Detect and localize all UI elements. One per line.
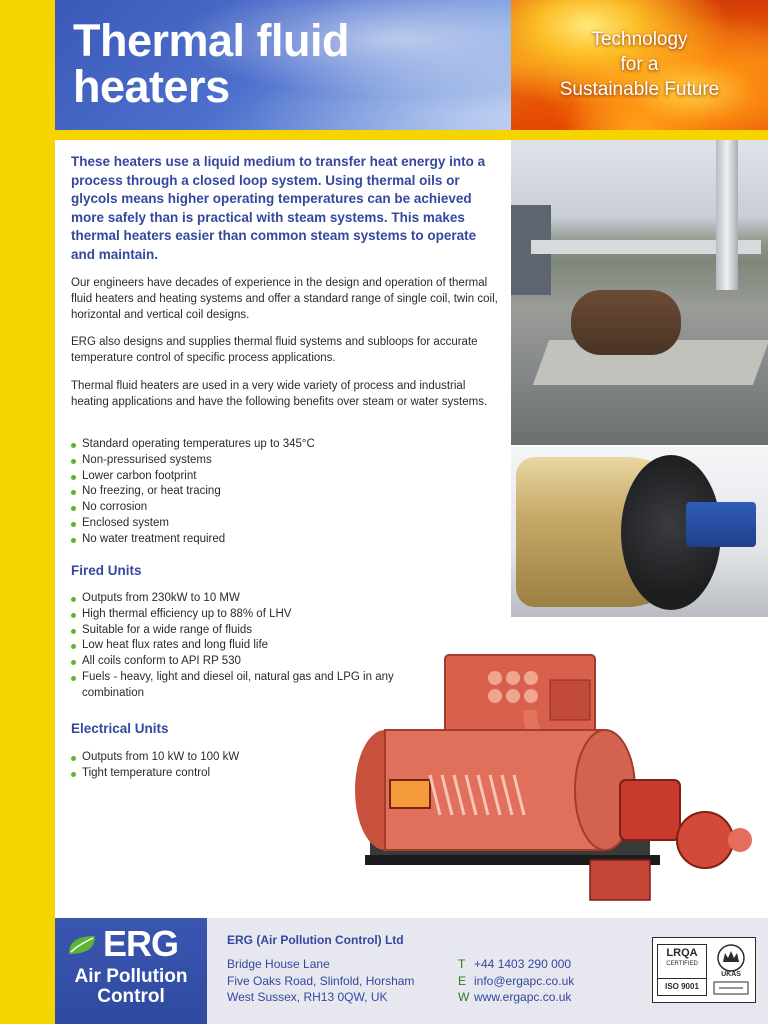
list-item-text: Non-pressurised systems — [82, 453, 212, 466]
list-item-text: All coils conform to API RP 530 — [82, 655, 241, 668]
footer — [55, 918, 768, 1024]
green-dot-icon — [71, 644, 76, 649]
plant-installation-photo — [511, 140, 768, 445]
page-title-line-2: heaters — [73, 61, 230, 112]
page-title — [73, 15, 350, 112]
header-title-panel — [55, 0, 511, 130]
list-item — [71, 469, 471, 485]
email-key: E — [458, 973, 467, 988]
green-dot-icon — [71, 475, 76, 480]
green-dot-icon — [71, 597, 76, 602]
benefits-list — [71, 437, 471, 548]
list-item-text: Enclosed system — [82, 516, 169, 529]
list-item-text: No corrosion — [82, 501, 148, 514]
tagline — [511, 27, 768, 102]
fired-units-heading: Fired Units — [71, 563, 142, 578]
address-line: West Sussex, RH13 0QW, UK — [227, 990, 388, 1004]
list-item-text: Lower carbon footprint — [82, 469, 197, 482]
green-dot-icon — [71, 459, 76, 464]
heater-burner-fan — [677, 812, 733, 868]
left-accent-bar — [0, 0, 55, 1024]
logo-subtitle-line-2: Control — [97, 986, 165, 1007]
website-link[interactable]: www.ergapc.co.uk — [474, 990, 572, 1004]
list-item-text: Outputs from 230kW to 10 MW — [82, 592, 240, 604]
green-dot-icon — [71, 660, 76, 665]
web-row — [458, 989, 574, 1006]
lrqa-label: LRQA — [666, 947, 698, 959]
logo-subtitle — [55, 967, 207, 1007]
company-logo — [55, 918, 207, 1024]
page-title-line-1: Thermal fluid — [73, 15, 350, 66]
green-dot-icon — [71, 443, 76, 448]
list-item — [71, 453, 471, 469]
phone-key: T — [458, 957, 466, 971]
list-item — [71, 500, 471, 516]
contact-details — [458, 956, 574, 1006]
tagline-line-2: for a — [620, 54, 659, 75]
web-key: W — [458, 990, 470, 1004]
header-fire-panel — [511, 0, 768, 130]
heater-vessel-photo — [511, 447, 768, 617]
body-paragraph: Thermal fluid heaters are used in a very wide variety of process and industrial heating applications and have the following benefits over steam or water systems. — [71, 380, 488, 408]
list-item — [71, 607, 471, 623]
company-address — [227, 956, 414, 1006]
heater-burner-inlet — [728, 828, 752, 852]
green-dot-icon — [71, 629, 76, 634]
list-item-text: No freezing, or heat tracing — [82, 485, 221, 498]
tagline-line-3: Sustainable Future — [559, 79, 720, 100]
green-dot-icon — [71, 613, 76, 618]
erg-leaf-logo-icon — [67, 934, 97, 956]
body-paragraph: Our engineers have decades of experience in the design and operation of thermal fluid heaters and heating systems and offer a standard range of single coil, twin coil, horizontal and vertical coil designs. — [71, 277, 498, 321]
phone-row — [458, 956, 574, 973]
logo-subtitle-line-1: Air Pollution — [74, 966, 188, 987]
list-item — [71, 516, 471, 532]
green-dot-icon — [71, 522, 76, 527]
list-item-text: Outputs from 10 kW to 100 kW — [82, 751, 240, 763]
burner-unit — [686, 502, 756, 547]
header-divider — [55, 130, 768, 140]
certification-badge — [652, 937, 756, 1003]
list-item-text: Tight temperature control — [82, 766, 211, 779]
body-paragraph: ERG also designs and supplies thermal fluid systems and subloops for accurate temperature control of specific process applications. — [71, 336, 478, 364]
list-item — [71, 591, 471, 607]
phone-number[interactable]: +44 1403 290 000 — [474, 957, 572, 971]
list-item-text: High thermal efficiency up to 88% of LHV — [82, 607, 292, 620]
list-item — [71, 484, 471, 500]
list-item — [71, 532, 471, 548]
lrqa-certified-label: CERTIFIED — [666, 961, 698, 967]
lrqa-mark — [657, 944, 707, 996]
electrical-units-heading: Electrical Units — [71, 721, 169, 736]
heater-cutaway-illustration — [345, 650, 757, 908]
list-item-text: No water treatment required — [82, 532, 226, 545]
list-item — [71, 437, 471, 453]
email-link[interactable]: info@ergapc.co.uk — [474, 973, 575, 988]
iso-label: ISO 9001 — [658, 978, 706, 992]
green-dot-icon — [71, 772, 76, 777]
heater-furnace-opening — [390, 780, 430, 808]
ukas-label: UKAS — [721, 971, 741, 978]
logo-wordmark: ERG — [103, 923, 179, 964]
green-dot-icon — [71, 676, 76, 681]
green-dot-icon — [71, 756, 76, 761]
tagline-line-1: Technology — [591, 29, 688, 50]
chimney-stack — [716, 140, 738, 290]
list-item-text: Suitable for a wide range of fluids — [82, 623, 253, 636]
heater-fin-panel — [550, 680, 590, 720]
email-row — [458, 973, 574, 990]
ukas-crown-icon — [711, 942, 751, 998]
ukas-mark — [711, 942, 751, 998]
list-item — [71, 623, 471, 639]
boiler-unit — [571, 290, 681, 355]
address-line: Bridge House Lane — [227, 957, 330, 971]
list-item-text: Fuels - heavy, light and diesel oil, natural gas and LPG in any combination — [82, 670, 394, 699]
heater-burner-housing — [620, 780, 680, 840]
list-item-text: Standard operating temperatures up to 345°C — [82, 438, 315, 450]
green-dot-icon — [71, 506, 76, 511]
company-name: ERG (Air Pollution Control) Ltd — [227, 933, 404, 947]
address-line: Five Oaks Road, Slinfold, Horsham — [227, 973, 415, 988]
green-dot-icon — [71, 538, 76, 543]
heater-fuel-pipe — [590, 860, 650, 900]
green-dot-icon — [71, 490, 76, 495]
intro-paragraph: These heaters use a liquid medium to transfer heat energy into a process through a closed loop system. Using thermal oils or glycols means higher operating temperatures can be achieved more safely than is practical with steam systems. This makes thermal heaters easier than common steam systems to operate and maintain. — [71, 154, 486, 262]
list-item-text: Low heat flux rates and long fluid life — [82, 639, 269, 652]
